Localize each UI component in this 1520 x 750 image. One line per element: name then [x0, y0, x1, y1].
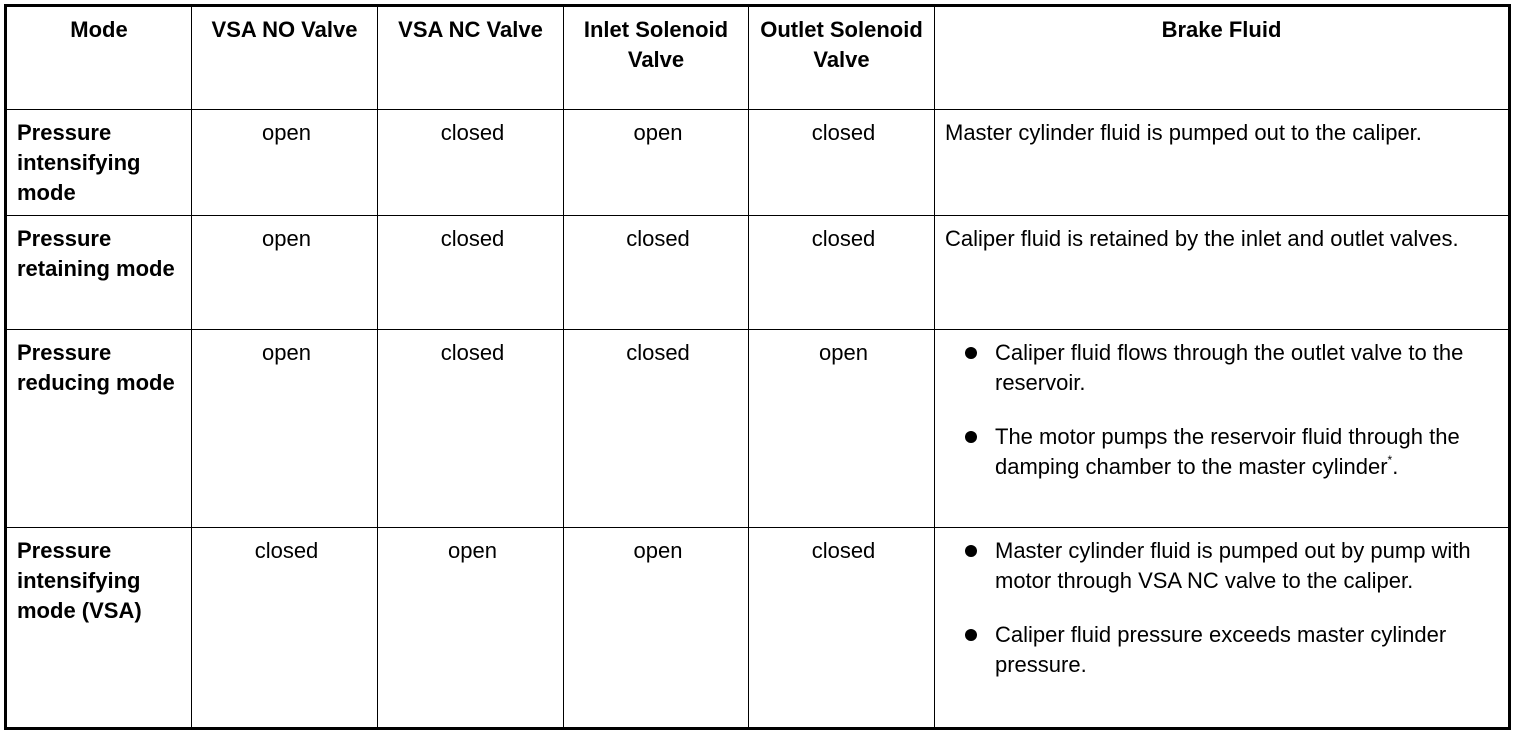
- table-row: [7, 330, 1509, 528]
- inlet-state: closed: [564, 330, 749, 528]
- mode-cell: Pressure reducing mode: [7, 330, 192, 528]
- mode-cell: Pressure intensifying mode (VSA): [7, 528, 192, 728]
- outlet-state: closed: [749, 216, 935, 330]
- header-mode: Mode: [7, 7, 192, 110]
- header-vsa-nc-valve: VSA NC Valve: [378, 7, 564, 110]
- vsa-nc-state: open: [378, 528, 564, 728]
- header-inlet-solenoid-valve: Inlet Solenoid Valve: [564, 7, 749, 110]
- bullet-icon: [965, 347, 977, 359]
- bullet-trailing-punctuation: .: [1392, 454, 1399, 479]
- table-row: [7, 110, 1509, 216]
- brake-fluid-description: Caliper fluid is retained by the inlet and outlet valves.: [935, 216, 1509, 330]
- brake-fluid-description: [935, 330, 1509, 528]
- vsa-no-state: open: [192, 110, 378, 216]
- bullet-text: Caliper fluid flows through the outlet valve to the reservoir.: [995, 340, 1464, 395]
- vsa-no-state: open: [192, 216, 378, 330]
- bullet-text: The motor pumps the reservoir fluid through the damping chamber to the master cylinder: [995, 424, 1460, 479]
- list-item: [945, 338, 1502, 398]
- footnote-marker: *: [1387, 453, 1393, 467]
- bullet-icon: [965, 629, 977, 641]
- inlet-state: open: [564, 110, 749, 216]
- outlet-state: closed: [749, 110, 935, 216]
- valve-mode-table: [6, 6, 1509, 728]
- table-header-row: [7, 7, 1509, 110]
- bullet-icon: [965, 431, 977, 443]
- list-item: [945, 422, 1502, 482]
- header-vsa-no-valve: VSA NO Valve: [192, 7, 378, 110]
- brake-fluid-description: Master cylinder fluid is pumped out to the caliper.: [935, 110, 1509, 216]
- vsa-nc-state: closed: [378, 110, 564, 216]
- bullet-list: [945, 338, 1502, 482]
- vsa-nc-state: closed: [378, 330, 564, 528]
- header-brake-fluid: Brake Fluid: [935, 7, 1509, 110]
- bullet-icon: [965, 545, 977, 557]
- list-item: [945, 536, 1502, 596]
- inlet-state: closed: [564, 216, 749, 330]
- list-item: [945, 620, 1502, 680]
- table-row: [7, 216, 1509, 330]
- brake-fluid-description: [935, 528, 1509, 728]
- bullet-text: Caliper fluid pressure exceeds master cylinder pressure.: [995, 622, 1447, 677]
- vsa-no-state: closed: [192, 528, 378, 728]
- outlet-state: closed: [749, 528, 935, 728]
- inlet-state: open: [564, 528, 749, 728]
- bullet-list: [945, 536, 1502, 680]
- bullet-text: Master cylinder fluid is pumped out by pump with motor through VSA NC valve to the caliper.: [995, 538, 1471, 593]
- header-outlet-solenoid-valve: Outlet Solenoid Valve: [749, 7, 935, 110]
- outlet-state: open: [749, 330, 935, 528]
- vsa-nc-state: closed: [378, 216, 564, 330]
- mode-cell: Pressure intensifying mode: [7, 110, 192, 216]
- vsa-no-state: open: [192, 330, 378, 528]
- mode-cell: Pressure retaining mode: [7, 216, 192, 330]
- table-row: [7, 528, 1509, 728]
